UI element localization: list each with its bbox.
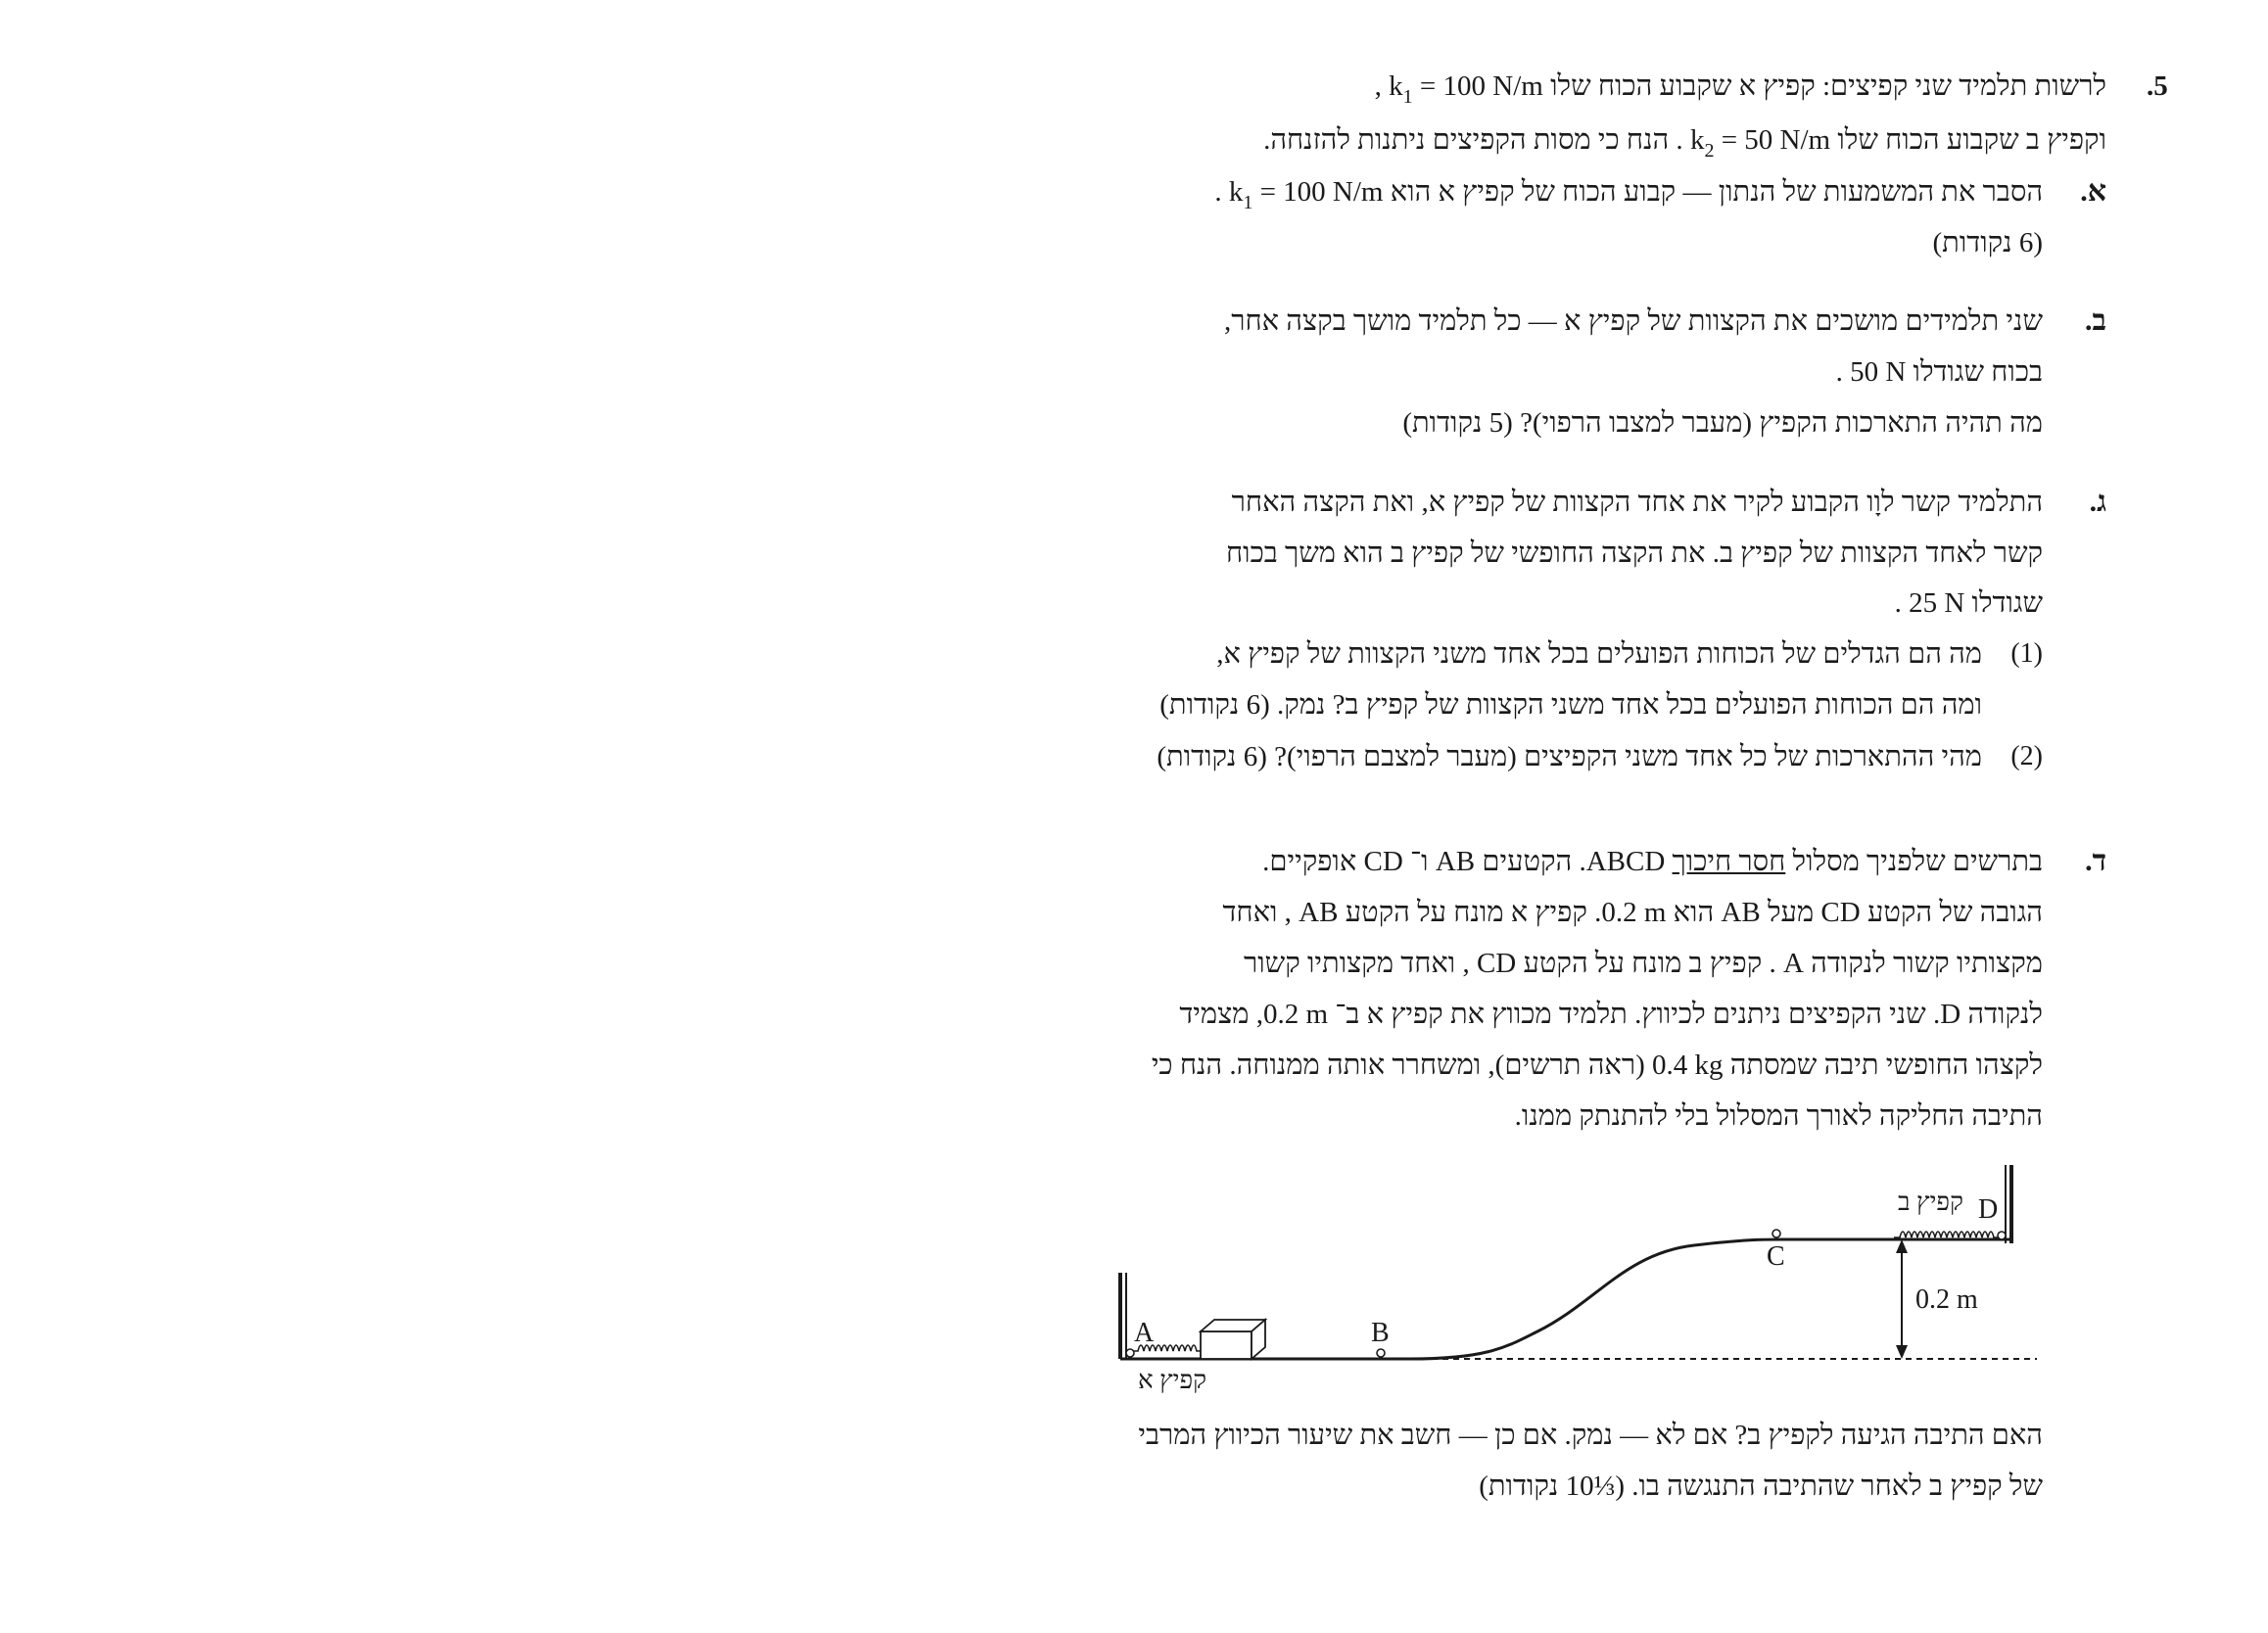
label-a: A [1134,1318,1155,1348]
part-c-line-1: התלמיד קשר לוָו הקבוע לקיר את אחד הקצוות של קפיץ א, ואת הקצה האחר [1231,487,2043,518]
part-d-text-1: בתרשים שלפניך מסלול חסר חיכוך ‎ABCD‎. הקטעים ‎AB‎ ו־ ‎CD‎ אופקיים. [1262,846,2043,877]
part-d-line-3: מקצותיו קשור לנקודה ‎A‎ . קפיץ ב מונח על הקטע ‎CD‎ , ואחד מקצותיו קשור [1244,948,2043,979]
part-d-after-line-1: האם התיבה הגיעה לקפיץ ב? אם לא — נמק. אם כן — חשב את שיעור הכיווץ המרבי [1138,1420,2043,1451]
spring-b-label: קפיץ ב [1898,1188,1963,1216]
part-c-line-3: שגודלו ‎25 N‎ . [1894,587,2043,619]
point-d-marker [1998,1232,2006,1239]
spring-a-label: קפיץ א [1138,1366,1207,1394]
label-b: B [1371,1318,1390,1348]
part-b-letter: ב. [2085,304,2106,337]
part-c-sub2-line-1: מהי ההתארכות של כל אחד משני הקפיצים (מעבר למצבם הרפוי)? (6 נקודות) [1157,741,1982,772]
height-arrow-head-top [1896,1239,1908,1253]
point-c-marker [1772,1230,1780,1237]
track-diagram [1077,1136,2056,1400]
part-c-sub1-number: (1) [2010,638,2043,669]
part-d-line-6: התיבה החליקה לאורך המסלול בלי להתנתק ממנו. [1514,1100,2043,1132]
point-b-marker [1377,1349,1385,1357]
part-c-line-2: קשר לאחד הקצוות של קפיץ ב. את הקצה החופשי של קפיץ ב הוא משך בכוח [1225,537,2043,569]
part-d-letter: ד. [2085,845,2106,877]
part-d-line-2: הגובה של הקטע ‎CD‎ מעל ‎AB‎ הוא ‎0.2 m‎. קפיץ א מונח על הקטע ‎AB‎ , ואחד [1222,897,2043,928]
part-a-letter: א. [2080,175,2106,208]
part-b-line-1: שני תלמידים מושכים את הקצוות של קפיץ א — כל תלמיד מושך בקצה אחר, [1223,305,2043,337]
part-c-sub1-line-2: ומה הם הכוחות הפועלים בכל אחד משני הקצוות של קפיץ ב? נמק. (6 נקודות) [1159,689,1982,721]
label-d: D [1978,1194,1999,1225]
part-a-text-1: הסבר את המשמעות של הנתון — קבוע הכוח של קפיץ א הוא $‎k_1 = 100$ N/m‎ . [1214,176,2043,213]
height-arrow-head-bottom [1896,1345,1908,1359]
height-label: 0.2 m [1915,1284,1978,1315]
point-a-marker [1126,1349,1134,1357]
part-c-sub2-number: (2) [2010,741,2043,771]
part-c-sub1-line-1: מה הם הגדלים של הכוחות הפועלים בכל אחד משני הקצוות של קפיץ א, [1216,638,1982,670]
part-d-after-line-2: של קפיץ ב לאחר שהתיבה התנגשה בו. (‎10⅓‎ נקודות) [1479,1470,2043,1502]
part-a-line-1 [1214,174,2043,220]
part-b-line-3: מה תהיה התארכות הקפיץ (מעבר למצבו הרפוי)? (5 נקודות) [1402,407,2043,439]
spring-b [1894,1232,2004,1237]
part-d-line-1 [1262,844,2043,879]
question-number: .5 [2147,70,2168,102]
part-d-underline: חסר חיכוך [1672,846,1786,877]
intro-text-2: וקפיץ ב שקבוע הכוח שלו $‎k_2 = 50$ N/m‎ . הנח כי מסות הקפיצים ניתנות להזנחה. [1263,124,2106,162]
part-c-letter: ג. [2089,486,2106,518]
label-c: C [1767,1241,1785,1272]
part-d-line-4: לנקודה ‎D‎. שני הקפיצים ניתנים לכיווץ. תלמיד מכווץ את קפיץ א ב־ ‎0.2 m‎, מצמיד [1179,999,2043,1030]
box [1201,1320,1265,1359]
part-a-line-2: (6 נקודות) [1932,227,2043,258]
intro-line-2 [1263,122,2106,168]
intro-line-1 [1375,69,2106,115]
intro-text-1: לרשות תלמיד שני קפיצים: קפיץ א שקבוע הכוח שלו $‎k_1 = 100$ N/m‎ , [1374,70,2106,108]
part-d-line-5: לקצהו החופשי תיבה שמסתה ‎0.4 kg‎ (ראה תרשים), ומשחרר אותה ממנוחה. הנח כי [1151,1050,2043,1081]
part-b-line-2: בכוח שגודלו ‎50 N‎ . [1835,356,2043,388]
